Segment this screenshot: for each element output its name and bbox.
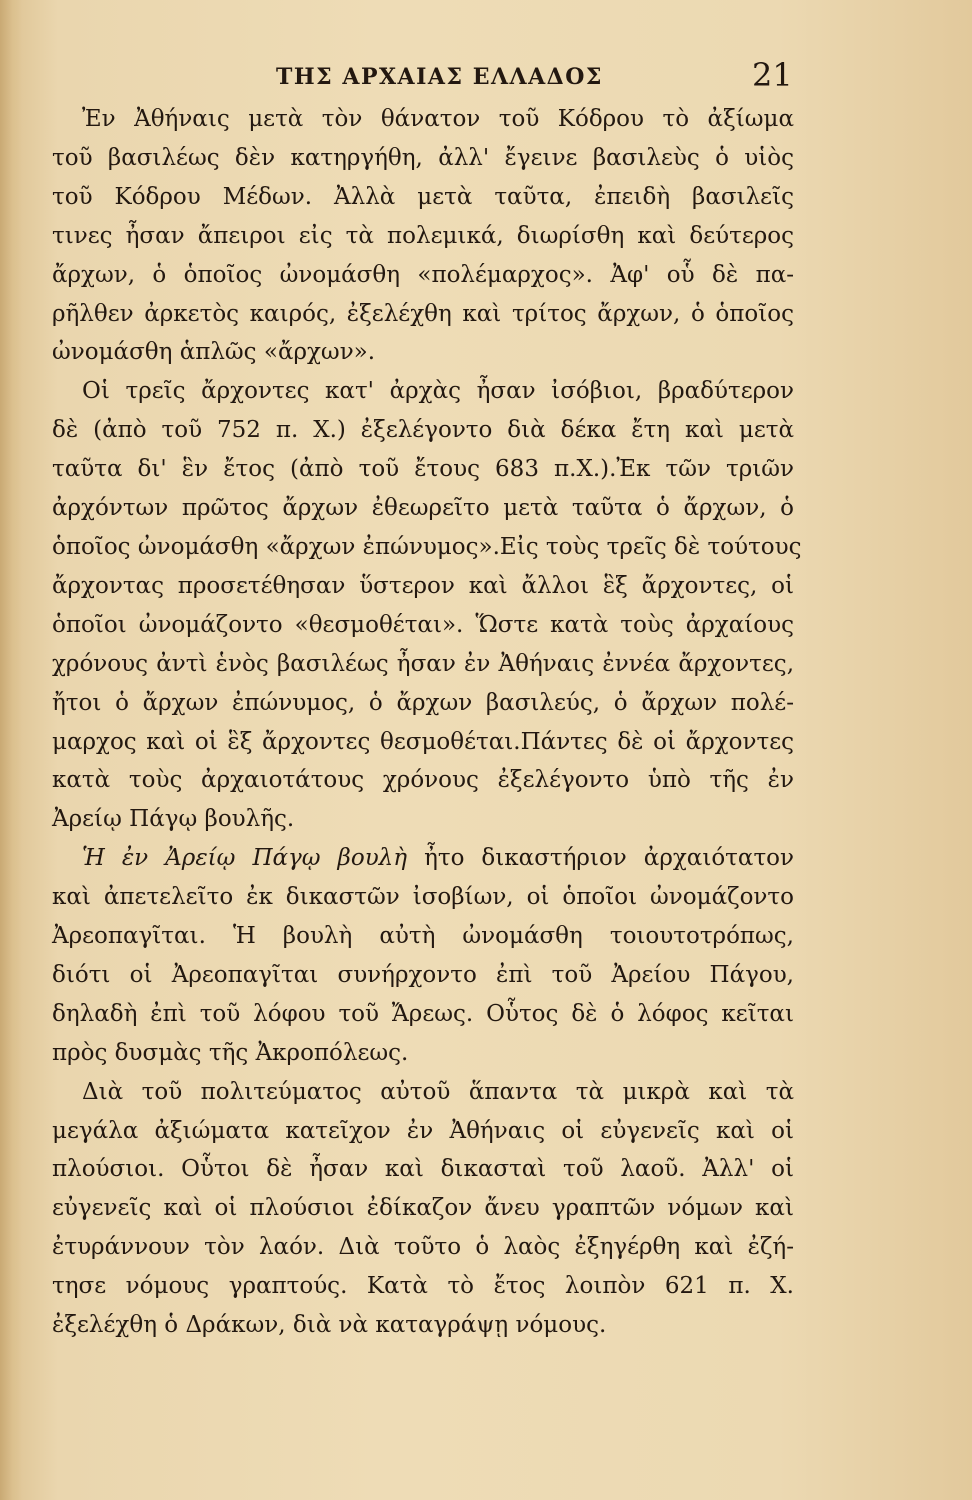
italic-term: Ἡ ἐν Ἀρείῳ Πάγῳ βουλὴ <box>82 845 408 872</box>
text-line: ὁποῖοι ὠνομάζοντο «θεσμοθέται». Ὥστε κατὰ τοὺς ἀρχαίους <box>52 611 794 638</box>
text-line: πλούσιοι. Οὗτοι δὲ ἦσαν καὶ δικασταὶ τοῦ λαοῦ. Ἀλλ' οἱ <box>52 1156 794 1183</box>
paragraph <box>52 839 794 1072</box>
text-line: ὠνομάσθη ἁπλῶς «ἄρχων». <box>52 339 376 366</box>
page-binding-shadow <box>0 0 22 1500</box>
paragraph <box>52 372 802 839</box>
text-line: τοῦ βασιλέως δὲν κατηργήθη, ἀλλ' ἔγεινε βασιλεὺς ὁ υἱὸς <box>52 144 794 171</box>
text-line: ἄρχοντας προσετέθησαν ὕστερον καὶ ἄλλοι ἓξ ἄρχοντες, οἱ <box>52 572 794 599</box>
text-line: Ἀρεοπαγῖται. Ἡ βουλὴ αὐτὴ ὠνομάσθη τοιουτοτρόπως, <box>52 923 794 950</box>
text-line-rest: ἦτο δικαστήριον ἀρχαιότατον <box>407 845 794 872</box>
text-line: δηλαδὴ ἐπὶ τοῦ λόφου τοῦ Ἄρεως. Οὗτος δὲ ὁ λόφος κεῖται <box>52 1000 794 1027</box>
text-line: ἐξελέχθη ὁ Δράκων, διὰ νὰ καταγράψῃ νόμους. <box>52 1312 607 1339</box>
text-line: χρόνους ἀντὶ ἑνὸς βασιλέως ἦσαν ἐν Ἀθήναις ἐννέα ἄρχοντες, <box>52 650 794 677</box>
text-line: ἐτυράννουν τὸν λαόν. Διὰ τοῦτο ὁ λαὸς ἐξηγέρθη καὶ ἐζή- <box>52 1234 794 1261</box>
text-line: κατὰ τοὺς ἀρχαιοτάτους χρόνους ἐξελέγοντο ὑπὸ τῆς ἐν <box>52 767 794 794</box>
text-line: δὲ (ἀπὸ τοῦ 752 π. Χ.) ἐξελέγοντο διὰ δέκα ἔτη καὶ μετὰ <box>52 417 794 444</box>
text-line: Ἐν Ἀθήναις μετὰ τὸν θάνατον τοῦ Κόδρου τὸ ἀξίωμα <box>82 106 794 132</box>
text-line: μεγάλα ἀξιώματα κατεῖχον ἐν Ἀθήναις οἱ εὐγενεῖς καὶ οἱ <box>52 1117 794 1144</box>
text-line: Ἀρείῳ Πάγῳ βουλῆς. <box>52 806 295 833</box>
running-title: ΤΗΣ ΑΡΧΑΙΑΣ ΕΛΛΑΔΟΣ <box>276 64 603 90</box>
paragraph <box>52 1073 794 1345</box>
text-line: διότι οἱ Ἀρεοπαγῖται συνήρχοντο ἐπὶ τοῦ Ἀρείου Πάγου, <box>52 961 794 988</box>
text-line: τινες ἦσαν ἄπειροι εἰς τὰ πολεμικά, διωρίσθη καὶ δεύτερος <box>52 222 794 249</box>
text-line: μαρχος καὶ οἱ ἓξ ἄρχοντες θεσμοθέται.Πάντες δὲ οἱ ἄρχοντες <box>52 728 794 755</box>
text-line: τοῦ Κόδρου Μέδων. Ἀλλὰ μετὰ ταῦτα, ἐπειδὴ βασιλεῖς <box>52 183 794 210</box>
text-line: Οἱ τρεῖς ἄρχοντες κατ' ἀρχὰς ἦσαν ἰσόβιοι, βραδύτερον <box>82 378 794 405</box>
page-number: 21 <box>752 56 793 94</box>
paragraph <box>52 100 794 372</box>
text-line <box>52 839 794 878</box>
text-line: καὶ ἀπετελεῖτο ἐκ δικαστῶν ἰσοβίων, οἱ ὁποῖοι ὠνομάζοντο <box>52 884 794 911</box>
text-line: ταῦτα δι' ἓν ἔτος (ἀπὸ τοῦ ἔτους 683 π.Χ.).Ἐκ τῶν τριῶν <box>52 456 794 483</box>
text-line: ἀρχόντων πρῶτος ἄρχων ἐθεωρεῖτο μετὰ ταῦτα ὁ ἄρχων, ὁ <box>52 495 794 522</box>
text-line: ἄρχων, ὁ ὁποῖος ὠνομάσθη «πολέμαρχος». Ἀφ' οὗ δὲ πα- <box>52 261 794 288</box>
text-line: πρὸς δυσμὰς τῆς Ἀκροπόλεως. <box>52 1039 409 1066</box>
text-line: Διὰ τοῦ πολιτεύματος αὐτοῦ ἅπαντα τὰ μικρὰ καὶ τὰ <box>82 1078 794 1105</box>
text-line: ὁποῖος ὠνομάσθη «ἄρχων ἐπώνυμος».Εἰς τοὺς τρεῖς δὲ τούτους <box>52 533 802 560</box>
body-text <box>52 100 802 1345</box>
text-line: εὐγενεῖς καὶ οἱ πλούσιοι ἐδίκαζον ἄνευ γραπτῶν νόμων καὶ <box>52 1195 794 1222</box>
text-line: τησε νόμους γραπτούς. Κατὰ τὸ ἔτος λοιπὸν 621 π. Χ. <box>52 1273 794 1300</box>
text-line: ρῆλθεν ἀρκετὸς καιρός, ἐξελέχθη καὶ τρίτος ἄρχων, ὁ ὁποῖος <box>52 300 794 327</box>
text-line: ἤτοι ὁ ἄρχων ἐπώνυμος, ὁ ἄρχων βασιλεύς, ὁ ἄρχων πολέ- <box>52 689 794 716</box>
